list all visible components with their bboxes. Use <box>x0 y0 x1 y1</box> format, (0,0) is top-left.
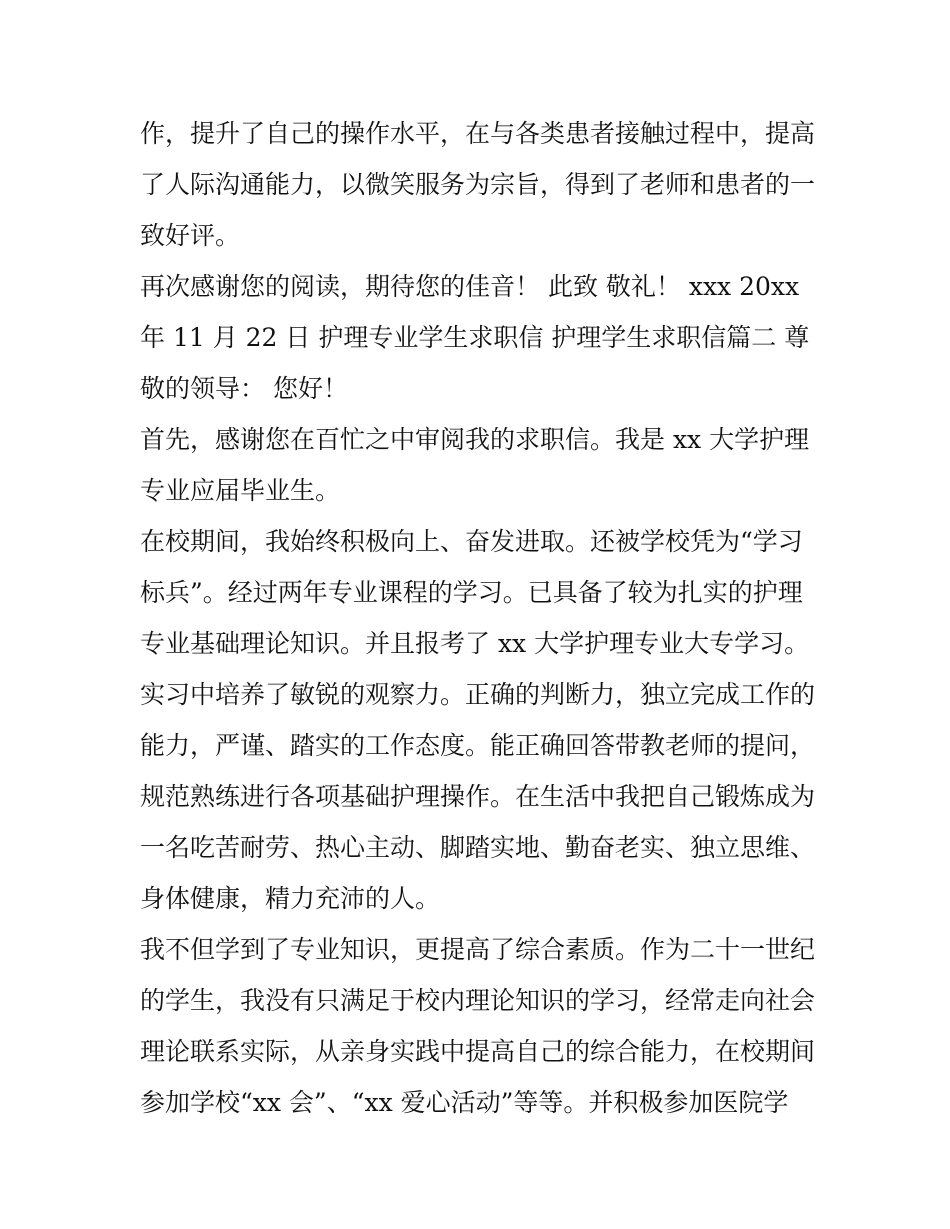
paragraph-5: 我不但学到了专业知识，更提高了综合素质。作为二十一世纪的学生，我没有只满足于校内理论知识的学习，经常走向社会理论联系实际，从亲身实践中提高自己的综合能力，在校期间参加学校“xx 会”、“xx 爱心活动”等等。并积极参加医院学 <box>140 935 816 1117</box>
paragraph-2: 再次感谢您的阅读，期待您的佳音！ 此致 敬礼！ xxx 20xx 年 11 月 22 日 护理专业学生求职信 护理学生求职信篇二 尊敬的领导： 您好！ <box>140 272 810 403</box>
paragraph-3: 首先，感谢您在百忙之中审阅我的求职信。我是 xx 大学护理专业应届毕业生。 <box>140 425 810 505</box>
paragraph-1: 作，提升了自己的操作水平，在与各类患者接触过程中，提高了人际沟通能力，以微笑服务为宗旨，得到了老师和患者的一致好评。 <box>140 119 816 250</box>
letter-body <box>140 108 820 1128</box>
paragraph-4: 在校期间，我始终积极向上、奋发进取。还被学校凭为“学习标兵”。经过两年专业课程的学习。已具备了较为扎实的护理专业基础理论知识。并且报考了 xx 大学护理专业大专学习。实习中培养了敏锐的观察力。正确的判断力，独立完成工作的能力，严谨、踏实的工作态度。能正确回答带教老师的提问，规范熟练进行各项基础护理操作。在生活中我把自己锻炼成为一名吃苦耐劳、热心主动、脚踏实地、勤奋老实、独立思维、身体健康，精力充沛的人。 <box>140 527 816 913</box>
